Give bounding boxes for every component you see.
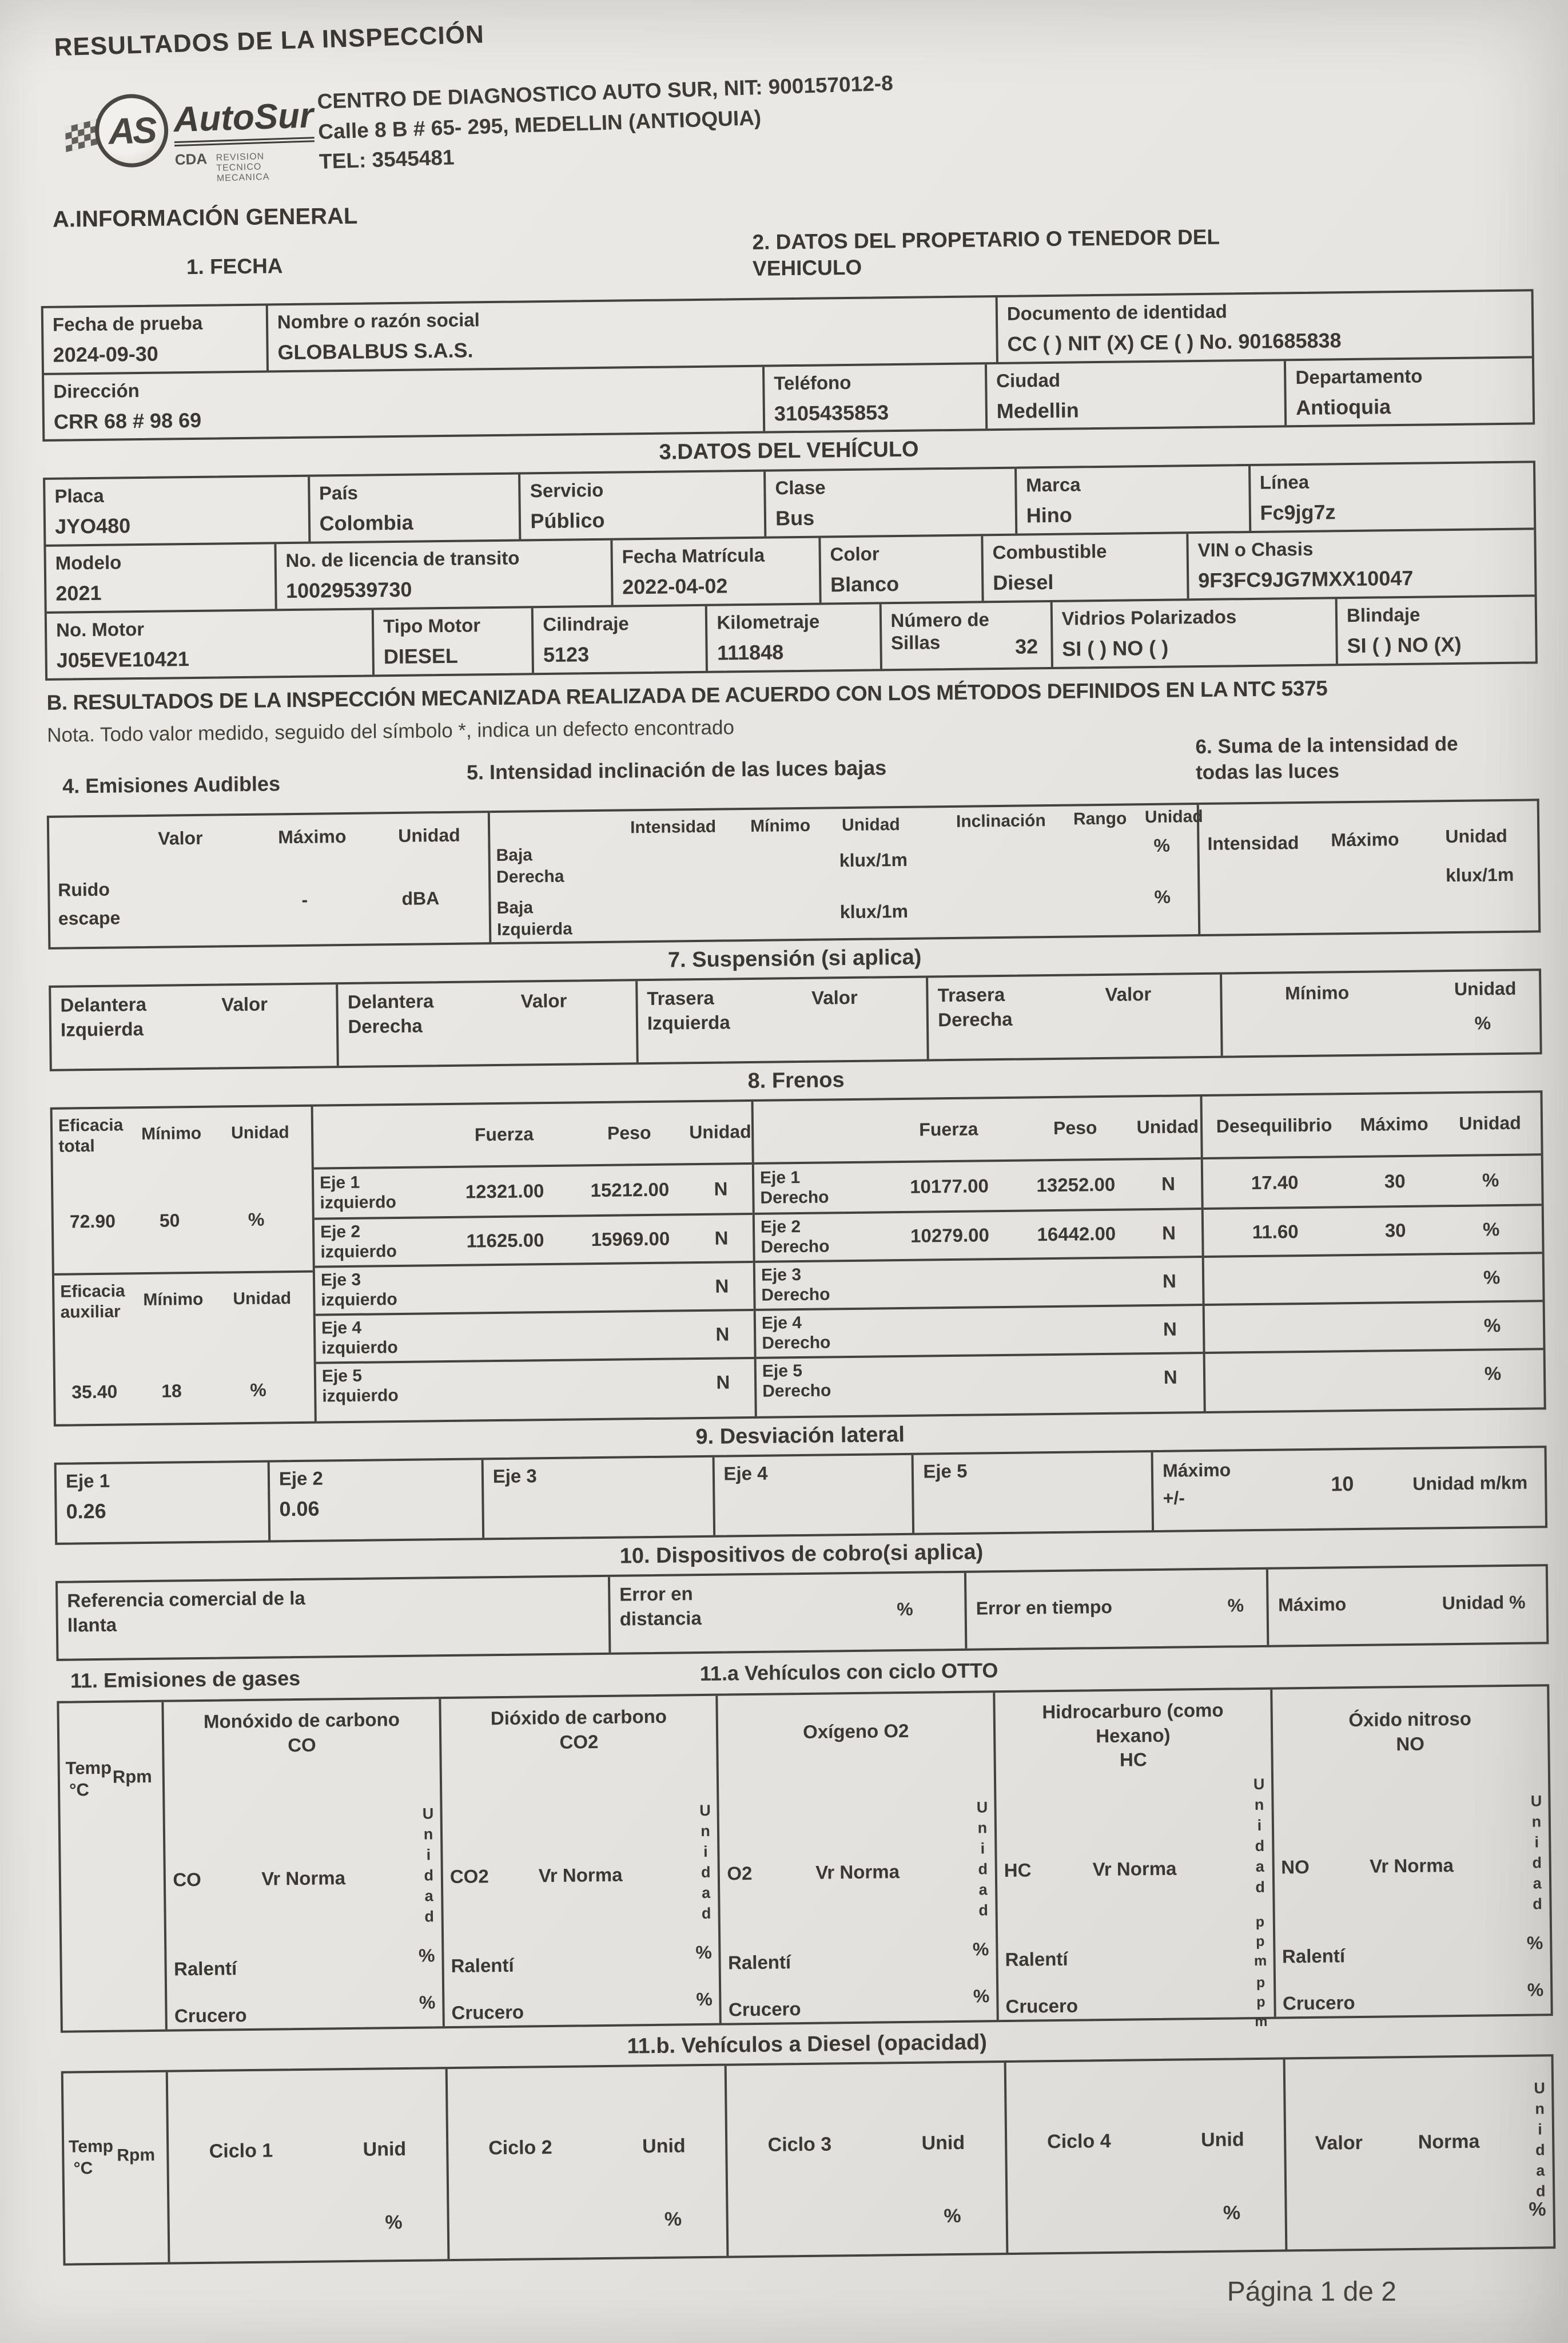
susp-delantera-izquierda: Delantera Izquierda Valor [60,993,268,1041]
frenos-row-eje5-izq: Eje 5 izquierdo N [316,1357,755,1410]
susp-minimo-unidad: Mínimo Unidad % [1220,971,1540,1055]
section-9-title: 9. Desviación lateral [695,1422,905,1449]
frenos-derecho-col [753,1094,1205,1419]
field-modelo: Modelo 2021 [55,551,122,605]
section-1-title: 1. FECHA [186,254,283,279]
field-telefono: Teléfono 3105435853 [762,364,985,431]
susp-delantera-derecha: Delantera Derecha Valor [336,981,636,1066]
susp-trasera-izquierda: Trasera Izquierda Valor [635,978,927,1062]
company-address [317,66,896,181]
field-color: Color Blanco [818,537,981,603]
frenos-desequilibrio-col [1202,1090,1546,1413]
field-cilindraje: Cilindraje 5123 [531,606,706,673]
gas-col-co2: Dióxido de carbono CO2 CO2 Vr Norma Unidad Ralentí % Crucero % [439,1695,719,2026]
field-departamento: Departamento Antioquia [1284,358,1533,426]
frenos-row-eje1-izq: Eje 1 izquierdo 12321.00 15212.00 N [319,1173,728,1213]
desequilibrio-row-2: 11.60 30 % [1204,1204,1542,1256]
ref-comercial-llanta: Referencia comercial de la llanta [67,1587,305,1636]
field-razon-social: Nombre o razón social GLOBALBUS S.A.S. [266,297,996,370]
frenos-row-eje2-izq: Eje 2 izquierdo 11625.00 15969.00 N [315,1213,753,1266]
page-number: Página 1 de 2 [1227,2277,1396,2307]
field-placa: Placa JYO480 [54,485,131,539]
frenos-row-eje1-der: Eje 1 Derecho 10177.00 13252.00 N [759,1168,1176,1208]
section-11b-title: 11.b. Vehículos a Diesel (opacidad) [627,2030,988,2059]
diesel-ciclo1: Ciclo 1 Unid % [166,2069,447,2262]
suma-intensidad-table: Intensidad Máximo Unidad klux/1m [1199,799,1541,936]
gas-col-hc: Hidrocarburo (como Hexano) HC HC Vr Norma Unidad Ralentí ppm Crucero ppm [993,1689,1273,2019]
section-7-title: 7. Suspensión (si aplica) [667,945,922,972]
diesel-valor-norma: Valor Norma Unidad % [1283,2056,1553,2249]
susp-trasera-derecha: Trasera Derecha Valor [926,974,1220,1059]
frenos-izq-header: Fuerza Peso Unidad [313,1102,752,1170]
frenos-izquierdo-col [313,1099,757,1424]
eficacia-auxiliar-box: Eficacia auxiliar Mínimo Unidad 35.40 18 % [54,1270,315,1424]
desviacion-lateral-table [54,1445,1547,1545]
eficacia-total-box: Eficacia total Mínimo Unidad 72.90 50 % [58,1115,289,1232]
frenos-eficacia-col [50,1104,317,1426]
section-2-title: 2. DATOS DEL PROPETARIO O TENEDOR DEL VEHICULO [752,225,1220,281]
field-blindaje: Blindaje SI ( ) NO (X) [1335,597,1535,664]
field-kilometraje: Kilometraje 111848 [705,604,879,670]
field-pais: País Colombia [308,475,519,542]
error-distancia: Error en distancia % [608,1572,965,1652]
general-info-table [41,289,1535,442]
document-content [38,2,1555,2265]
section-3-title: 3.DATOS DEL VEHÍCULO [659,438,919,465]
field-servicio: Servicio Público [519,472,765,539]
desv-eje3: Eje 3 [481,1457,713,1538]
desv-eje5: Eje 5 [912,1452,1152,1533]
logo-cda-text: CDA [174,150,208,169]
section-11-title: 11. Emisiones de gases [70,1666,301,1693]
luces-bajas-table: Intensidad Mínimo Unidad Inclinación Rango Unidad Baja Derecha klux/1m % Baja Izquierda klux/1m % [490,803,1201,944]
field-no-motor: No. Motor J05EVE10421 [55,618,190,672]
audible-lights-tables [47,799,1541,950]
desequilibrio-row-3: % [1204,1252,1543,1304]
gas-col-o2: Oxígeno O2 O2 Vr Norma Unidad Ralentí % Crucero % [716,1693,997,2023]
logo-tagline: REVISION TECNICO MECANICA [216,152,270,184]
table-row [51,971,1539,1069]
diesel-ciclo2: Ciclo 2 Unid % [445,2066,727,2259]
page-title: RESULTADOS DE LA INSPECCIÓN [54,20,485,62]
otto-temp-col: Temp Rpm °C [65,1757,152,1800]
gas-col-co: Monóxido de carbono CO CO Vr Norma Unidad Ralentí % Crucero % [162,1699,443,2029]
autosur-logo-icon [61,87,315,190]
gas-col-no: Óxido nitroso NO NO Vr Norma Unidad Ralentí % Crucero % [1270,1686,1551,2016]
field-vidrios-polarizados: Vidrios Polarizados SI ( ) NO ( ) [1050,599,1336,666]
suspension-table [49,968,1542,1071]
diesel-ciclo3: Ciclo 3 Unid % [725,2063,1006,2256]
company-header [61,46,1533,190]
desv-eje4: Eje 4 [712,1455,912,1535]
cobro-maximo-unidad: Máximo Unidad % [1266,1566,1546,1645]
emisiones-gases-otto-table [57,1684,1553,2033]
desequilibrio-row-1: 17.40 30 % [1251,1169,1499,1193]
field-fecha-prueba: Fecha de prueba 2024-09-30 [52,312,203,367]
desv-maximo: Máximo +/- 10 Unidad m/km [1151,1448,1545,1530]
diesel-opacidad-table [61,2054,1556,2266]
section-5-title: 5. Intensidad inclinación de las luces bajas [466,755,887,784]
field-linea: Línea Fc9jg7z [1248,463,1534,531]
desequilibrio-row-5: % [1205,1348,1544,1400]
company-street: Calle 8 B # 65- 295, MEDELLIN (ANTIOQUIA) [317,105,762,144]
table-row [57,1448,1545,1543]
diesel-ciclo4: Ciclo 4 Unid % [1004,2059,1286,2253]
field-combustible: Combustible Diesel [981,534,1187,601]
section-b-note: Nota. Todo valor medido, seguido del símbolo *, indica un defecto encontrado [46,716,735,746]
field-marca: Marca Hino [1014,467,1249,534]
logo-brand-text: AutoSur [173,95,314,146]
field-direccion: Dirección CRR 68 # 98 69 [53,379,202,434]
frenos-row-eje3-izq: Eje 3 izquierdo N [315,1261,754,1314]
diesel-temp-col: Temp Rpm °C [69,2137,156,2178]
frenos-row-eje5-der: Eje 5 Derecho N [757,1352,1204,1405]
company-phone: TEL: 3545481 [319,145,455,174]
frenos-table [50,1090,1546,1427]
section-b-title: B. RESULTADOS DE LA INSPECCIÓN MECANIZADA REALIZADA DE ACUERDO CON LOS MÉTODOS DEFINIDOS EN LA NTC 5375 [46,676,1328,714]
field-fecha-matricula: Fecha Matrícula 2022-04-02 [610,538,819,605]
logo-as-text: AS [108,109,156,152]
error-tiempo: Error en tiempo % [964,1569,1267,1648]
desv-eje2: Eje 2 0.06 [268,1460,482,1540]
frenos-row-eje2-der: Eje 2 Derecho 10279.00 16442.00 N [755,1208,1202,1261]
vehicle-data-table [43,461,1538,681]
desequilibrio-row-4: % [1205,1300,1543,1352]
field-vin-chasis: VIN o Chasis 9F3FC9JG7MXX10047 [1186,530,1534,599]
field-clase: Clase Bus [763,469,1015,537]
section-10-title: 10. Dispositivos de cobro(si aplica) [619,1540,984,1568]
field-licencia-transito: No. de licencia de transito 10029539730 [274,541,611,609]
field-documento-identidad: Documento de identidad CC ( ) NIT (X) CE ( ) No. 901685838 [996,291,1532,362]
desv-eje1: Eje 1 0.26 [65,1470,110,1523]
desequilibrio-header: Desequilibrio Máximo Unidad [1202,1093,1541,1159]
section-8-title: 8. Frenos [747,1067,845,1093]
company-name-nit: CENTRO DE DIAGNOSTICO AUTO SUR, NIT: 900157012-8 [317,71,894,113]
section-11a-title: 11.a Vehículos con ciclo OTTO [699,1658,998,1685]
frenos-row-eje4-der: Eje 4 Derecho N [756,1304,1203,1357]
frenos-row-eje3-der: Eje 3 Derecho N [755,1256,1203,1309]
section-a-title: A.INFORMACIÓN GENERAL [52,203,358,232]
emisiones-audibles-table: Valor Máximo Unidad Ruido escape - dBA [47,811,492,950]
frenos-row-eje4-izq: Eje 4 izquierdo N [316,1309,754,1362]
logo-circle-icon [94,93,169,168]
frenos-der-header: Fuerza Peso Unidad [754,1097,1201,1165]
field-numero-sillas: Número de Sillas 32 [879,602,1050,669]
field-tipo-motor: Tipo Motor DIESEL [372,608,532,674]
section-4-title: 4. Emisiones Audibles [62,771,281,798]
field-ciudad: Ciudad Medellin [985,361,1285,429]
table-row [58,1566,1546,1659]
section-6-title: 6. Suma de la intensidad de todas las luces [1195,732,1458,784]
